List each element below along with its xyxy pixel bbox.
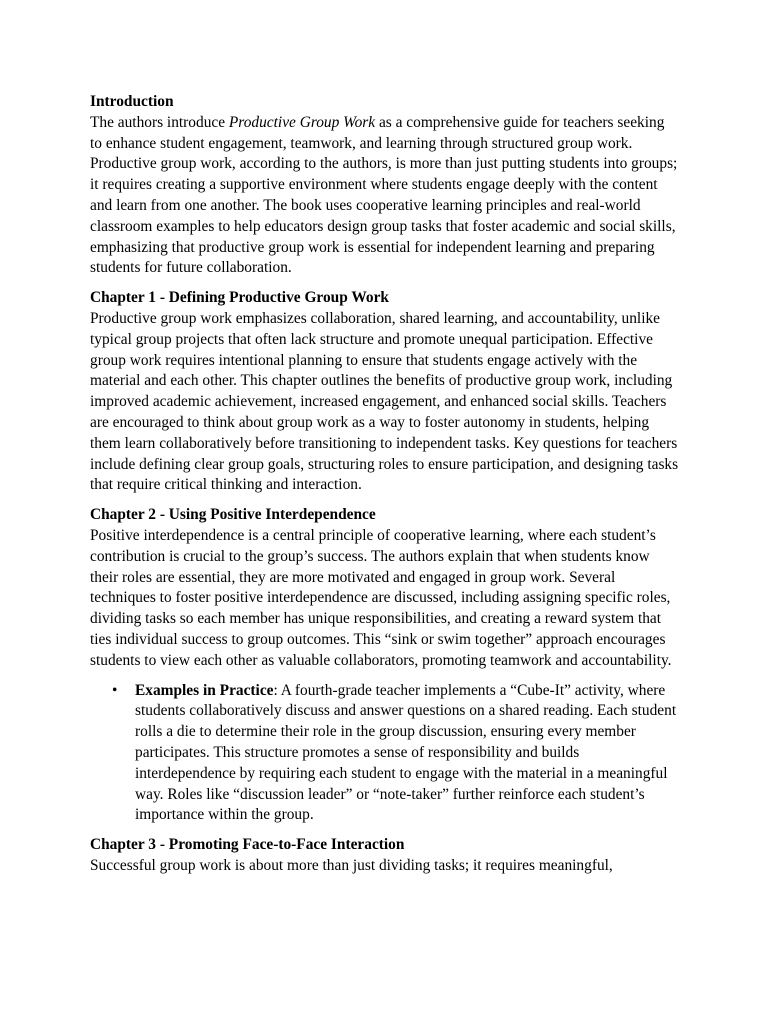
chapter-1-section	[90, 288, 680, 496]
chapter-2-paragraph: Positive interdependence is a central principle of cooperative learning, where each student’s contribution is crucial to the group’s success. The authors explain that when students know their roles are essential, they are more motivated and engaged in group work. Several techniques to foster positive interdependence are discussed, including assigning specific roles, dividing tasks so each member has unique responsibilities, and creating a reward system that ties individual success to group outcomes. This “sink or swim together” approach encourages students to view each other as valuable collaborators, promoting teamwork and accountability.	[90, 526, 672, 669]
introduction-text-start: The authors introduce	[90, 113, 229, 131]
chapter-3-section	[90, 835, 680, 877]
introduction-heading: Introduction	[90, 93, 174, 110]
document-page	[90, 92, 680, 886]
chapter-2-section	[90, 505, 680, 826]
list-item	[90, 681, 680, 827]
introduction-section	[90, 92, 680, 279]
introduction-text-rest: as a comprehensive guide for teachers seeking to enhance student engagement, teamwork, and learning through structured group work. Productive group work, according to the authors, is more than just putting students into groups; it requires creating a supportive environment where students engage deeply with the content and learn from one another. The book uses cooperative learning principles and real-world classroom examples to help educators design group tasks that foster academic and social skills, emphasizing that productive group work is essential for independent learning and preparing students for future collaboration.	[90, 113, 678, 277]
chapter-2-heading: Chapter 2 - Using Positive Interdependence	[90, 506, 376, 524]
bullet-icon: •	[112, 681, 118, 699]
introduction-paragraph	[90, 113, 680, 279]
chapter-3-paragraph: Successful group work is about more than just dividing tasks; it requires meaningful,	[90, 856, 613, 874]
chapter-1-paragraph: Productive group work emphasizes collaboration, shared learning, and accountability, unlike typical group projects that often lack structure and promote unequal participation. Effective group work requires intentional planning to ensure that students engage actively with the material and each other. This chapter outlines the benefits of productive group work, including improved academic achievement, increased engagement, and enhanced social skills. Teachers are encouraged to think about group work as a way to foster autonomy in students, helping them learn collaboratively before transitioning to independent tasks. Key questions for teachers include defining clear group goals, structuring roles to ensure participation, and designing tasks that require critical thinking and interaction.	[90, 309, 679, 494]
bullet-label: Examples in Practice	[135, 681, 274, 699]
examples-list	[90, 681, 680, 827]
chapter-1-heading: Chapter 1 - Defining Productive Group Work	[90, 289, 389, 307]
bullet-text: : A fourth-grade teacher implements a “Cube-It” activity, where students collaboratively discuss and answer questions on a shared reading. Each student rolls a die to determine their role in the group discussion, ensuring every member participates. This structure promotes a sense of responsibility and builds interdependence by requiring each student to engage with the material in a meaningful way. Roles like “discussion leader” or “note-taker” further reinforce each student’s importance within the group.	[135, 681, 677, 824]
chapter-3-heading: Chapter 3 - Promoting Face-to-Face Interaction	[90, 836, 405, 854]
book-title: Productive Group Work	[228, 113, 376, 131]
